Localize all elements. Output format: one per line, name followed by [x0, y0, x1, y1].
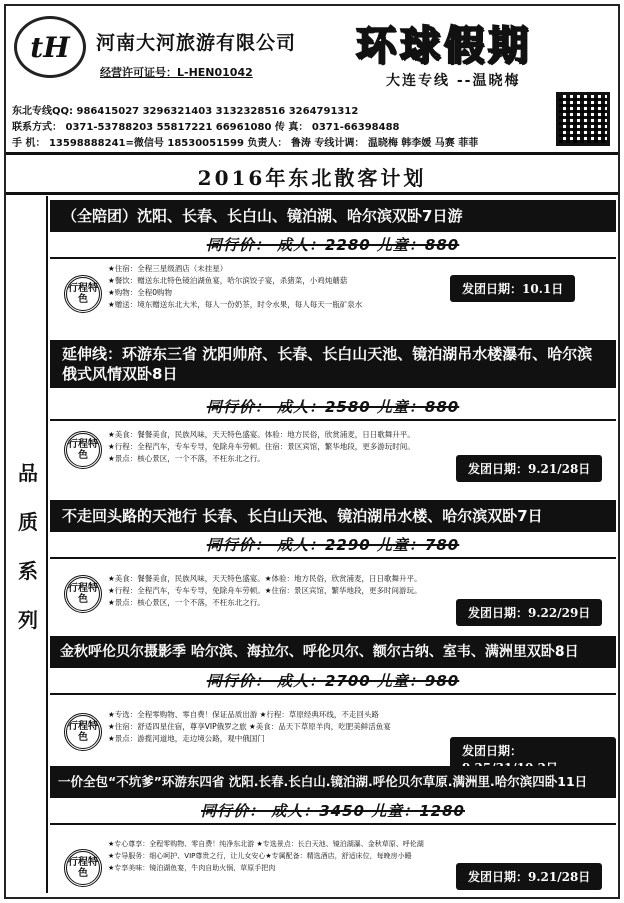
- feature-line: ★专心尊享：全程零购物、零自费！纯净东北游 ★专选景点：长白天池、镜泊湖瀑、金秋草原、呼伦湖: [108, 840, 424, 848]
- departure-date: 发团日期：: [450, 737, 616, 781]
- tour-name: 延伸线：环游东三省 沈阳帅府、长春、长白山天池、镜泊湖吊水楼瀑布、哈尔滨俄式风情双卧8日: [50, 340, 616, 388]
- tour-card: [50, 636, 616, 762]
- side-label: [10, 196, 48, 893]
- contact-qq: 东北专线QQ: 986415027 3296321403 3132328516 3264791312: [12, 106, 359, 117]
- tour-name: （全陪团）沈阳、长春、长白山、镜泊湖、哈尔滨双卧7日游: [50, 200, 616, 232]
- feature-line: ★专选：全程零购物、零自费！保证品质出游 ★行程：草原经典环线，不走回头路: [108, 710, 379, 719]
- feature-badge: 行程特色: [64, 431, 102, 469]
- feature-line: ★购物：全程0购物: [108, 288, 172, 297]
- page-title: 2016年东北散客计划: [197, 166, 427, 190]
- contact-mobile: 手 机： 13598888241=微信号 18530051599 负责人： 鲁涛 专线计调： 温晓梅 韩李媛 马赛 菲菲: [12, 138, 479, 149]
- brand-title: 环球假期: [356, 23, 532, 69]
- tour-price: 同行价： 成人：2580 儿童：880: [50, 394, 616, 421]
- feature-line: ★行程：全程汽车，专车专导，免除舟车劳顿。★住宿：景区宾馆，繁华地段，更多时间游玩。: [108, 586, 422, 595]
- side-char: 列: [18, 607, 38, 632]
- tour-card: [50, 200, 616, 338]
- header: [10, 8, 614, 89]
- feature-line: ★专享美味：镜泊湖鱼宴，牛肉自助火锅，草原手把肉: [108, 864, 276, 872]
- feature-line: ★餐饮：赠送东北特色镜泊湖鱼宴，哈尔滨饺子宴，杀猪菜，小鸡炖蘑菇: [108, 276, 348, 285]
- license-number: 经营许可证号：L-HEN01042: [100, 66, 253, 79]
- departure-date: 发团日期：9.22/29日: [456, 599, 602, 626]
- feature-badge: 行程特色: [64, 713, 102, 751]
- tour-price: 同行价： 成人：2280 儿童：880: [50, 232, 616, 259]
- side-char: 系: [18, 558, 38, 583]
- departure-date: 发团日期：10.1日: [450, 275, 575, 302]
- tour-price: 同行价： 成人：3450 儿童：1280: [50, 798, 616, 825]
- brand-slogan: 大连专线 --温晓梅: [386, 73, 521, 89]
- divider: [6, 152, 618, 155]
- feature-badge: 行程特色: [64, 575, 102, 613]
- feature-line: ★景点：核心景区，一个不落，不枉东北之行。: [108, 454, 265, 463]
- tour-card: [50, 766, 616, 894]
- tour-price: 同行价： 成人：2290 儿童：780: [50, 532, 616, 559]
- feature-line: ★住宿：舒适四星住宿，尊享VIP俄罗之旅 ★美食：品天下草原羊肉，吃肥美鲜活鱼宴: [108, 722, 391, 731]
- feature-badge: 行程特色: [64, 275, 102, 313]
- feature-line: ★美食：餐餐美食，民族风味，天天特色盛宴。体验：地方民俗，欣赏浦麦，日日歌舞升平。: [108, 430, 415, 439]
- departure-date: 发团日期：9.21/28日: [456, 863, 602, 890]
- feature-line: ★景点：游揽河道地，走边境公路，观中俄国门: [108, 734, 265, 743]
- tour-card: [50, 340, 616, 492]
- qr-code: [556, 92, 610, 146]
- feature-line: ★美食：餐餐美食，民族风味，天天特色盛宴。★体验：地方民俗，欣赏浦麦，日日歌舞升平。: [108, 574, 422, 583]
- tour-price: 同行价： 成人：2700 儿童：980: [50, 668, 616, 695]
- tour-name: 一价全包“不坑爹”环游东四省 沈阳.长春.长白山.镜泊湖.呼伦贝尔草原.满洲里.哈尔滨四卧11日: [50, 766, 616, 798]
- side-char: 品: [18, 460, 38, 485]
- departure-date: 发团日期：9.21/28日: [456, 455, 602, 482]
- side-char: 质: [18, 509, 38, 534]
- feature-badge: 行程特色: [64, 849, 102, 887]
- tour-name: 金秋呼伦贝尔摄影季 哈尔滨、海拉尔、呼伦贝尔、额尔古纳、室韦、满洲里双卧8日: [50, 636, 616, 668]
- tour-card: [50, 500, 616, 634]
- tour-name: 不走回头路的天池行 长春、长白山天池、镜泊湖吊水楼、哈尔滨双卧7日: [50, 500, 616, 532]
- feature-line: ★行程：全程汽车，专车专导，免除舟车劳顿。住宿：景区宾馆，繁华地段，更多游玩时间。: [108, 442, 415, 451]
- divider: [6, 192, 618, 195]
- contact-phone: 联系方式： 0371-53788203 55817221 66961080 传 真： 0371-66398488: [12, 122, 400, 133]
- feature-line: ★专导服务：细心呵护、VIP尊贵之行，让儿女安心★专属配备：精选酒店，舒适床位，每晚房小睡: [108, 852, 412, 860]
- feature-line: ★赠送：境东赠送东北大米，每人一份奶茶，时令水果，每人每天一瓶矿泉水: [108, 300, 363, 309]
- company-logo: tH: [14, 16, 86, 78]
- feature-line: ★住宿：全程三星级酒店（未挂星）: [108, 264, 228, 273]
- feature-line: ★景点：核心景区，一个不落，不枉东北之行。: [108, 598, 265, 607]
- company-name: 河南大河旅游有限公司: [96, 32, 297, 54]
